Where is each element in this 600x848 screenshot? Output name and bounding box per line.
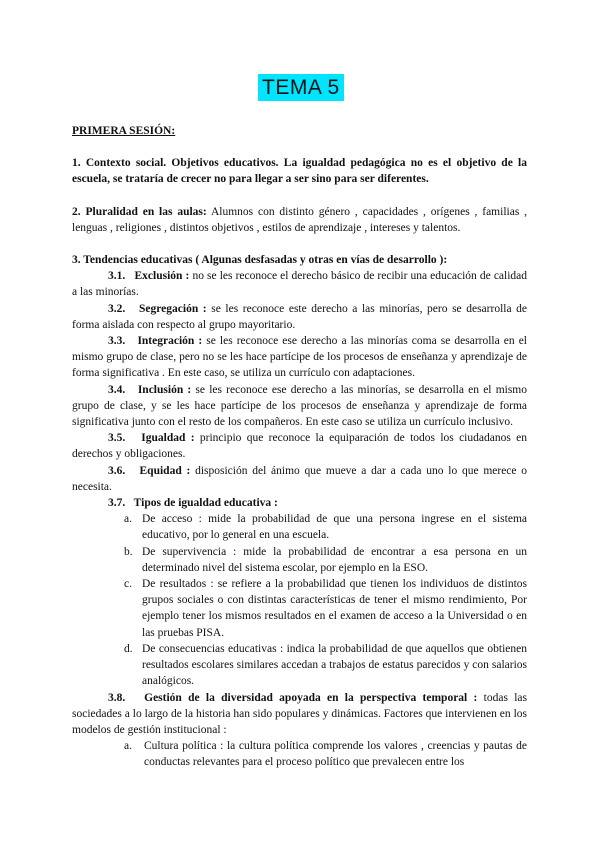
section-2-text: Alumnos con distinto género , capacidades , orígenes , familias , lenguas , religiones , distintos objetivos , estilos de aprendizaje , intereses y talentos.: [72, 205, 528, 234]
item-text: se les reconoce este derecho a las minorías, pero se desarrolla de forma aislada con respecto al grupo mayoritario.: [72, 302, 528, 331]
item-text: no se les reconoce el derecho básico de recibir una educación de calidad a las minorías.: [72, 270, 528, 299]
equality-types-list: [72, 511, 527, 689]
management-factors-list: [72, 738, 527, 770]
item-text: disposición del ánimo que mueve a dar a cada uno lo que merece o necesita.: [72, 464, 528, 493]
section-1: [72, 155, 527, 187]
item-term: Integración :: [137, 335, 203, 348]
list-item-text: De acceso : mide la probabilidad de que una persona ingrese en el sistema educativo, por lo general en una escuela.: [142, 513, 527, 542]
list-marker: b.: [124, 545, 133, 558]
item-num: 3.1.: [108, 270, 126, 283]
item-text: principio que reconoce la equiparación de todos los ciudadanos en derechos y obligaciones.: [72, 432, 528, 461]
list-item: [72, 641, 527, 690]
list-item-text: De resultados : se refiere a la probabilidad que tienen los individuos de distintos grupos sociales o con distintas características de tener el mismo rendimiento, Por ejemplo tener los mismos resultados en el examen de acceso a la Universidad o en las pruebas PISA.: [142, 578, 527, 639]
page-title: TEMA 5: [258, 74, 344, 101]
item-num: 3.4.: [108, 383, 126, 396]
item-num: 3.7.: [108, 497, 126, 510]
item-text: todas las sociedades a lo largo de la historia han sido populares y dinámicas. Factores que intervienen en los modelos de gestión institucional :: [72, 691, 528, 736]
list-item: [72, 738, 527, 770]
item-term: Tipos de igualdad educativa :: [133, 497, 278, 510]
item-text: se les reconoce ese derecho a las minorías, se desarrolla en el mismo grupo de clase, y se les hace partícipe de los procesos de enseñanza y aprendizaje de forma significativa junto con el resto de los compañeros. En este caso se utiliza un currículo inclusivo.: [72, 383, 528, 429]
item-3-7: [72, 495, 527, 511]
item-3-3: [72, 333, 527, 382]
item-3-2: [72, 301, 527, 333]
item-num: 3.5.: [108, 432, 126, 445]
section-2: [72, 204, 527, 236]
list-marker: a.: [124, 513, 132, 526]
list-item-text: De supervivencia : mide la probabilidad de encontrar a esa persona en un determinado nivel del sistema escolar, por ejemplo en la ESO.: [142, 545, 527, 574]
item-num: 3.3.: [108, 335, 126, 348]
item-text: se les reconoce ese derecho a las minorías coma se desarrolla en el mismo grupo de clase, pero no se les hace partícipe de los procesos de enseñanza y aprendizaje de forma significativa . En este caso, se utiliza un currículo con adaptaciones.: [72, 335, 528, 380]
item-term: Inclusión :: [137, 383, 192, 396]
list-item: [72, 576, 527, 641]
item-3-1: [72, 268, 527, 300]
item-term: Equidad :: [139, 464, 191, 477]
list-marker: d.: [124, 642, 133, 655]
section-3-heading: [72, 252, 527, 268]
list-item-text: Cultura política : la cultura política comprende los valores , creencias y pautas de conductas relevantes para el proceso político que prevalecen entre los: [144, 740, 527, 769]
list-item-text: De consecuencias educativas : indica la probabilidad de que aquellos que obtienen resultados escolares similares accedan a trabajos de estatus parecidos y con salarios analógicos.: [142, 642, 527, 688]
document-body: [72, 118, 527, 771]
section-2-label: 2. Pluralidad en las aulas:: [72, 205, 207, 218]
section-3-label: 3. Tendencias educativas ( Algunas desfasadas y otras en vías de desarrollo ):: [72, 254, 448, 267]
item-term: Segregación :: [139, 302, 207, 315]
list-item: [72, 544, 527, 576]
list-item: [72, 511, 527, 543]
item-num: 3.6.: [108, 464, 126, 477]
item-term: Gestión de la diversidad apoyada en la perspectiva temporal :: [144, 691, 478, 704]
item-3-6: [72, 463, 527, 495]
list-marker: c.: [124, 578, 132, 591]
list-marker: a.: [124, 740, 132, 753]
item-3-4: [72, 382, 527, 431]
item-term: Exclusión :: [134, 270, 190, 283]
session-heading: PRIMERA SESIÓN:: [72, 125, 176, 137]
item-3-5: [72, 430, 527, 462]
item-3-8: [72, 690, 527, 739]
section-1-text: 1. Contexto social. Objetivos educativos. La igualdad pedagógica no es el objetivo de la escuela, se trataría de crecer no para llegar a ser sino para ser diferentes.: [72, 157, 527, 186]
item-num: 3.8.: [108, 691, 126, 704]
item-term: Igualdad :: [141, 432, 195, 445]
item-num: 3.2.: [108, 302, 126, 315]
